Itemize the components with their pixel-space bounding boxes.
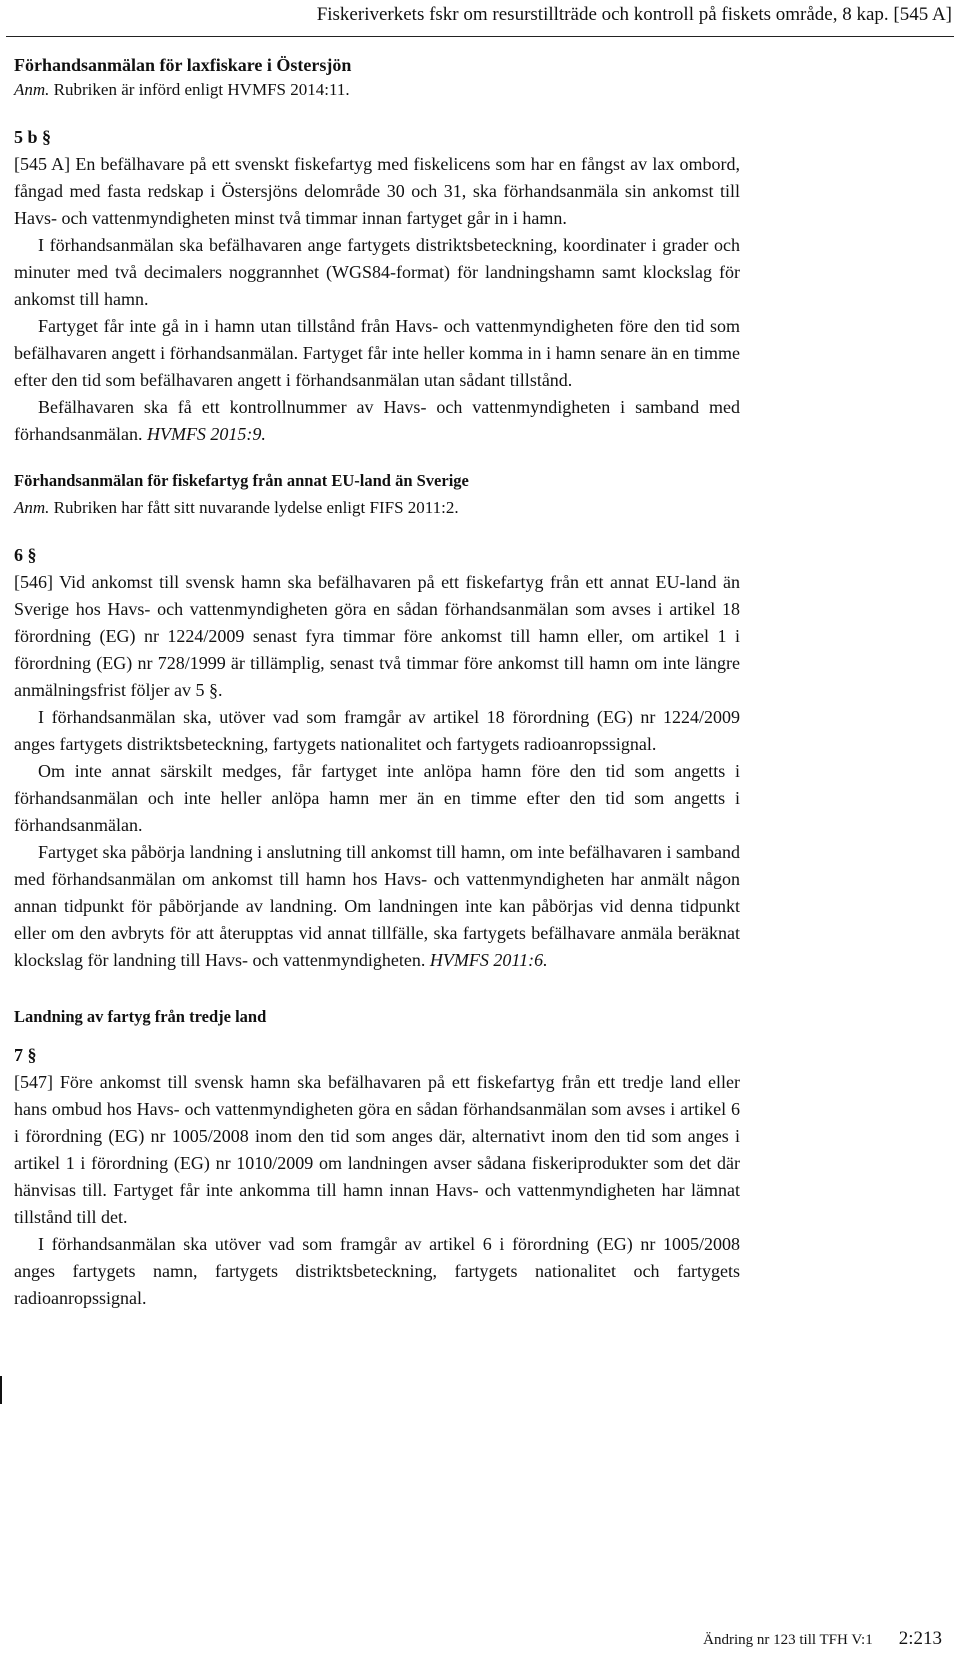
annotation-note	[14, 496, 740, 520]
paragraph: [547] Före ankomst till svensk hamn ska befälhavaren på ett fiskefartyg från ett tredje land eller hans ombud hos Havs- och vattenmyndigheten göra en sådan förhandsanmälan som avses i artikel 6 i förordning (EG) nr 1005/2008 inom den tid som anges där, alternativt inom den tid som anges i artikel 1 i förordning (EG) nr 1010/2009 om landningen avser sådana fiskeriprodukter som det där hänvisas till. Fartyget får inte ankomma till hamn innan Havs- och vattenmyndigheten har lämnat tillstånd till det.	[14, 1072, 740, 1227]
paragraph: I förhandsanmälan ska, utöver vad som framgår av artikel 18 förordning (EG) nr 1224/2009 anges fartygets distriktsbeteckning, fartygets nationalitet och fartygets radioanropssignal.	[14, 707, 740, 754]
paragraph: [546] Vid ankomst till svensk hamn ska befälhavaren på ett fiskefartyg från ett annat EU-land än Sverige hos Havs- och vattenmyndigheten göra en sådan förhandsanmälan som avses i artikel 18 förordning (EG) nr 1224/2009 senast fyra timmar före ankomst till hamn eller, om artikel 1 i förordning (EG) nr 728/1999 är tillämplig, senast två timmar före ankomst till hamn om inte längre anmälningsfrist följer av 5 §.	[14, 572, 740, 700]
section-5b: 5 b §	[14, 127, 52, 147]
amendment-note: Ändring nr 123 till TFH V:1	[703, 1632, 873, 1648]
paragraph: I förhandsanmälan ska befälhavaren ange fartygets distriktsbeteckning, koordinater i grader och minuter med två decimalers noggrannhet (WGS84-format) för landningshamn samt klockslag för ankomst till hamn.	[14, 235, 740, 309]
heading-tredje-land: Landning av fartyg från tredje land	[14, 1007, 267, 1026]
anm-label: Anm.	[14, 80, 50, 99]
reference: HVMFS 2011:6.	[429, 950, 548, 970]
section-6: 6 §	[14, 545, 37, 565]
heading-eu-land: Förhandsanmälan för fiskefartyg från annat EU-land än Sverige	[14, 471, 469, 490]
paragraph: [545 A] En befälhavare på ett svenskt fiskefartyg med fiskelicens som har en fångst av lax ombord, fångad med fasta redskap i Östersjöns delområde 30 och 31, ska förhandsanmäla sin ankomst till Havs- och vattenmyndigheten minst två timmar innan fartyget går in i hamn.	[14, 154, 740, 228]
header-divider	[6, 36, 954, 37]
annotation-note	[14, 78, 740, 102]
anm-text: Rubriken är införd enligt HVMFS 2014:11.	[49, 80, 350, 99]
heading-laxfiskare: Förhandsanmälan för laxfiskare i Östersjön	[14, 55, 352, 75]
reference: HVMFS 2015:9.	[146, 424, 266, 444]
page-footer	[703, 1628, 942, 1650]
paragraph-text: Fartyget ska påbörja landning i anslutning till ankomst till hamn, om inte befälhavaren i samband med förhandsanmälan om ankomst till hamn hos Havs- och vattenmyndigheten har anmält någon annan tidpunkt för påbörjande av landning. Om landningen inte kan påbörjas vid denna tidpunkt eller om den avbryts för att återupptas vid annat tillfälle, ska fartygets befälhavare anmäla beräknat klockslag för landning till Havs- och vattenmyndigheten.	[14, 842, 740, 970]
paragraph: Om inte annat särskilt medges, får fartyget inte anlöpa hamn före den tid som angetts i förhandsanmälan och inte heller anlöpa hamn mer än en timme efter den tid som angetts i förhandsanmälan.	[14, 761, 740, 835]
page-number: 2:213	[898, 1628, 942, 1649]
document-body	[14, 52, 740, 1312]
anm-text: Rubriken har fått sitt nuvarande lydelse enligt FIFS 2011:2.	[49, 498, 459, 517]
running-header: Fiskeriverkets fskr om resurstillträde och kontroll på fiskets område, 8 kap. [545 A]	[316, 4, 952, 25]
paragraph	[14, 839, 740, 974]
paragraph: I förhandsanmälan ska utöver vad som framgår av artikel 6 i förordning (EG) nr 1005/2008 anges fartygets namn, fartygets distriktsbeteckning, fartygets nationalitet och fartygets radioanropssignal.	[14, 1234, 740, 1308]
paragraph-text: Befälhavaren ska få ett kontrollnummer av Havs- och vattenmyndigheten i samband med förhandsanmälan.	[14, 397, 740, 444]
change-bar	[0, 1376, 2, 1404]
anm-label: Anm.	[14, 498, 50, 517]
paragraph	[14, 394, 740, 448]
paragraph: Fartyget får inte gå in i hamn utan tillstånd från Havs- och vattenmyndigheten före den tid som befälhavaren angett i förhandsanmälan. Fartyget får inte heller komma in i hamn senare än en timme efter den tid som befälhavaren angett i förhandsanmälan utan sådant tillstånd.	[14, 316, 740, 390]
section-7: 7 §	[14, 1045, 37, 1065]
